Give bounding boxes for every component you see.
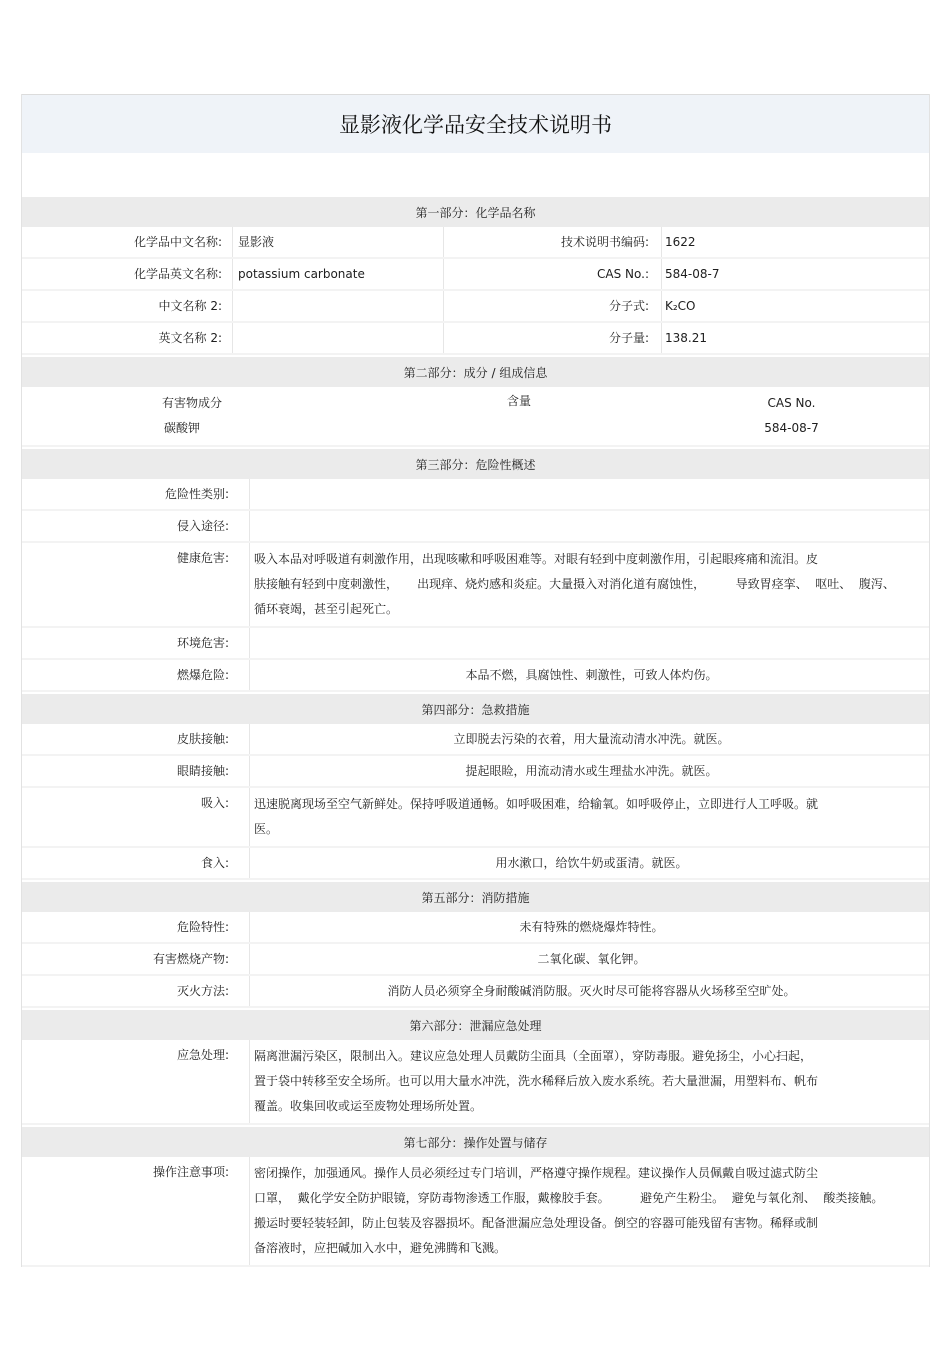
part4-row-inhale [22, 788, 929, 848]
part3-row-hazard-class [22, 479, 929, 511]
part6-table [22, 1040, 929, 1125]
part5-row-products [22, 944, 929, 976]
field-value: 138.21 [661, 323, 929, 353]
part3-row-route [22, 511, 929, 543]
cas-header: CAS No. [767, 396, 816, 410]
section-heading-part7: 第七部分：操作处置与储存 [22, 1127, 929, 1157]
text-line: 循环衰竭，甚至引起死亡。 [254, 602, 399, 616]
text-line: 密闭操作，加强通风。操作人员必须经过专门培训，严格遵守操作规程。建议操作人员佩戴自吸过滤式防尘 [254, 1166, 819, 1180]
field-label: 化学品英文名称: [133, 267, 222, 281]
text-line: 二氧化碳、氧化钾。 [537, 951, 646, 966]
part1-row [22, 323, 929, 355]
field-label: 危险性类别: [164, 487, 229, 501]
text-line: 未有特殊的燃烧爆炸特性。 [519, 919, 664, 934]
msds-document [21, 94, 930, 1267]
field-label: 化学品中文名称: [133, 235, 222, 249]
text-line: 用水漱口，给饮牛奶或蛋清。就医。 [495, 855, 688, 870]
spacer [22, 153, 929, 195]
part3-row-health [22, 543, 929, 628]
field-value [232, 323, 444, 353]
part4-row-skin [22, 724, 929, 756]
field-label: 灭火方法: [176, 984, 229, 998]
part5-row-danger [22, 912, 929, 944]
document-title: 显影液化学品安全技术说明书 [22, 94, 929, 153]
field-value [249, 1040, 929, 1123]
field-label: 分子量: [608, 331, 649, 345]
component-header: 有害物成分 [161, 396, 222, 410]
field-label: 中文名称 2: [158, 299, 222, 313]
section-heading-part3: 第三部分：危险性概述 [22, 449, 929, 479]
part1-row [22, 259, 929, 291]
text-line: 搬运时要轻装轻卸，防止包装及容器损坏。配备泄漏应急处理设备。倒空的容器可能残留有害物。稀释或制 [254, 1216, 819, 1230]
text-line: 立即脱去污染的衣着，用大量流动清水冲洗。就医。 [453, 731, 730, 746]
field-label: 应急处理: [176, 1048, 229, 1062]
text-line: 备溶液时，应把碱加入水中，避免沸腾和飞溅。 [254, 1241, 507, 1255]
field-value [249, 479, 929, 509]
field-value [249, 543, 929, 626]
part1-table [22, 227, 929, 355]
part5-table [22, 912, 929, 1008]
section-heading-part6: 第六部分：泄漏应急处理 [22, 1010, 929, 1040]
section-heading-part1: 第一部分：化学品名称 [22, 197, 929, 227]
cas-column [654, 387, 929, 445]
text-line: 覆盖。收集回收或运至废物处理场所处置。 [254, 1099, 483, 1113]
text-line: 吸入本品对呼吸道有刺激作用，出现咳嗽和呼吸困难等。对眼有轻到中度刺激作用，引起眼疼痛和流泪。皮 [254, 552, 819, 566]
composition-table [22, 387, 929, 447]
section-heading-part5: 第五部分：消防措施 [22, 882, 929, 912]
part4-row-ingest [22, 848, 929, 880]
field-value [249, 944, 929, 974]
text-line: 提起眼睑，用流动清水或生理盐水冲洗。就医。 [465, 763, 718, 778]
part4-table [22, 724, 929, 880]
part1-row [22, 227, 929, 259]
field-label: 燃爆危险: [176, 668, 229, 682]
field-value [232, 291, 444, 321]
field-label: 健康危害: [176, 551, 229, 565]
field-value [249, 511, 929, 541]
component-value: 碳酸钾 [163, 421, 200, 435]
field-value: potassium carbonate [232, 259, 444, 289]
field-label: 环境危害: [176, 636, 229, 650]
section-heading-part4: 第四部分：急救措施 [22, 694, 929, 724]
field-value: 584-08-7 [661, 259, 929, 289]
field-value [249, 628, 929, 658]
text-line: 口罩， 戴化学安全防护眼镜，穿防毒物渗透工作服，戴橡胶手套。 避免产生粉尘。 避免与氧化剂、 酸类接触。 [254, 1191, 884, 1205]
text-line: 本品不燃，具腐蚀性、刺激性，可致人体灼伤。 [465, 667, 718, 682]
field-value: K₂CO [661, 291, 929, 321]
component-column [22, 387, 382, 445]
field-value [249, 976, 929, 1006]
field-value [249, 756, 929, 786]
text-line: 迅速脱离现场至空气新鲜处。保持呼吸道通畅。如呼吸困难，给输氧。如呼吸停止，立即进行人工呼吸。就 [254, 797, 819, 811]
field-label: CAS No.: [597, 267, 649, 281]
field-label: 分子式: [608, 299, 649, 313]
field-label: 技术说明书编码: [560, 235, 649, 249]
part1-row [22, 291, 929, 323]
field-label: 危险特性: [176, 920, 229, 934]
field-value [249, 912, 929, 942]
text-line: 消防人员必须穿全身耐酸碱消防服。灭火时尽可能将容器从火场移至空旷处。 [387, 983, 796, 998]
cas-value: 584-08-7 [764, 421, 819, 435]
part3-row-environment [22, 628, 929, 660]
field-label: 食入: [200, 856, 229, 870]
part4-row-eye [22, 756, 929, 788]
text-line: 隔离泄漏污染区，限制出入。建议应急处理人员戴防尘面具（全面罩），穿防毒服。避免扬尘，小心扫起， [254, 1049, 813, 1063]
field-label: 有害燃烧产物: [152, 952, 229, 966]
part7-row-operation [22, 1157, 929, 1267]
field-label: 操作注意事项: [152, 1165, 229, 1179]
field-label: 皮肤接触: [176, 732, 229, 746]
text-line: 置于袋中转移至安全场所。也可以用大量水冲洗，洗水稀释后放入废水系统。若大量泄漏，用塑料布、帆布 [254, 1074, 819, 1088]
field-value [249, 724, 929, 754]
part6-row-response [22, 1040, 929, 1125]
field-value [249, 848, 929, 878]
part7-table [22, 1157, 929, 1267]
field-value: 显影液 [232, 227, 444, 257]
content-column [382, 387, 654, 414]
field-value [249, 660, 929, 690]
text-line: 肤接触有轻到中度刺激性， 出现痒、烧灼感和炎症。大量摄入对消化道有腐蚀性， 导致胃痉挛、 呕吐、 腹泻、 [254, 577, 895, 591]
part3-table [22, 479, 929, 692]
section-heading-part2: 第二部分：成分 / 组成信息 [22, 357, 929, 387]
field-label: 侵入途径: [176, 519, 229, 533]
field-label: 英文名称 2: [158, 331, 222, 345]
field-value: 1622 [661, 227, 929, 257]
part3-row-fire [22, 660, 929, 692]
field-value [249, 788, 929, 846]
field-value [249, 1157, 929, 1265]
field-label: 吸入: [200, 796, 229, 810]
content-header: 含量 [507, 394, 532, 408]
part5-row-method [22, 976, 929, 1008]
text-line: 医。 [254, 822, 279, 836]
field-label: 眼睛接触: [176, 764, 229, 778]
